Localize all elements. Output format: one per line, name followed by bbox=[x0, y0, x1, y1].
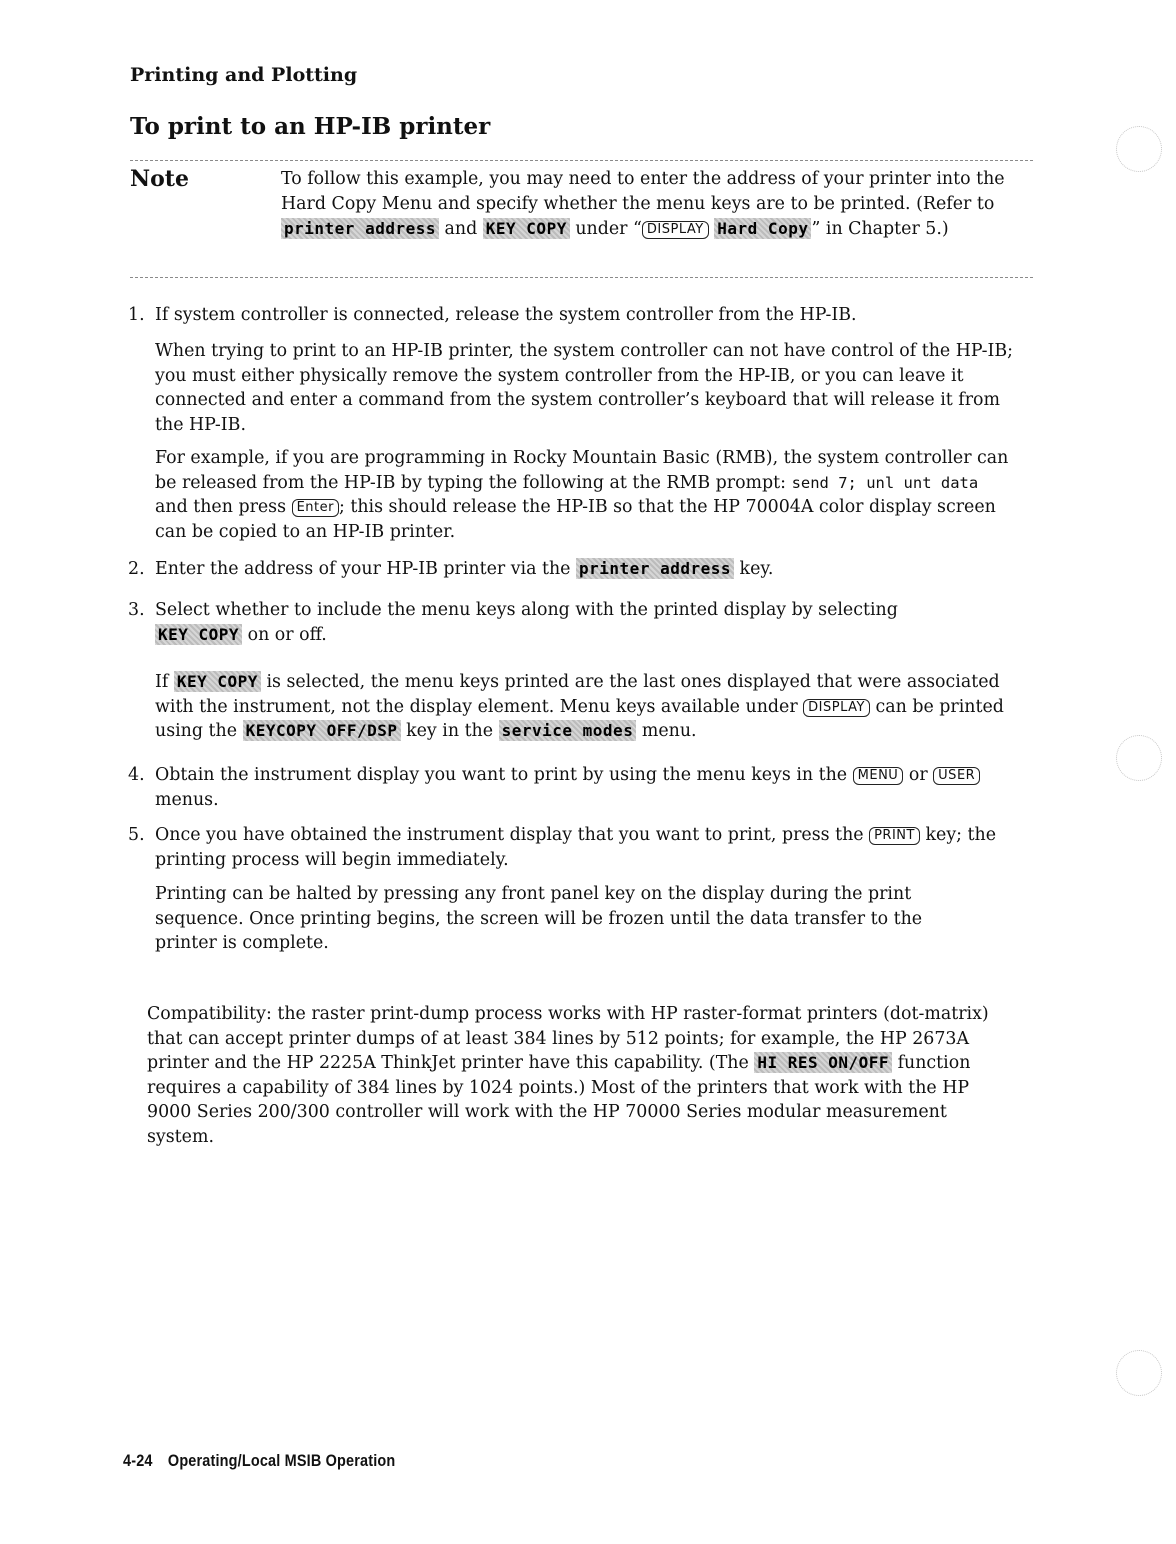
hi-res-on-off-softkey: HI RES ON/OFF bbox=[754, 1052, 892, 1073]
compatibility-paragraph bbox=[147, 1002, 1017, 1149]
footer-title: Operating/Local MSIB Operation bbox=[167, 1451, 396, 1470]
service-modes-softkey: service modes bbox=[499, 720, 637, 741]
user-hardkey: USER bbox=[933, 767, 980, 785]
step-number: 4. bbox=[128, 765, 145, 785]
step-2-text bbox=[155, 557, 1035, 582]
paragraph-text: and then press bbox=[155, 497, 287, 517]
printer-address-softkey: printer address bbox=[281, 218, 439, 239]
step-5-text bbox=[155, 823, 1035, 872]
enter-hardkey: Enter bbox=[292, 499, 339, 517]
note-label: Note bbox=[130, 166, 189, 192]
paragraph-text: key in the bbox=[406, 721, 494, 741]
paragraph-text: key; the printing process will begin immediately. bbox=[155, 825, 997, 870]
print-hardkey: PRINT bbox=[869, 827, 920, 845]
paragraph-text: If bbox=[155, 672, 169, 692]
binder-hole bbox=[1116, 735, 1162, 781]
key-copy-softkey: KEY COPY bbox=[483, 218, 570, 239]
page-footer bbox=[123, 1451, 395, 1471]
step-number: 5. bbox=[128, 825, 145, 845]
step-1-paragraph-1: When trying to print to an HP-IB printer, the system controller can not have control of the HP-IB; you must either physically remove the system controller from the HP-IB, or you can leave it connected and enter a command from the system controller’s keyboard that will release it from the HP-IB. bbox=[155, 341, 1014, 435]
step-3-text bbox=[155, 598, 975, 647]
binder-hole bbox=[1116, 1350, 1162, 1396]
note-text-2: and bbox=[444, 219, 478, 239]
paragraph-text: Enter the address of your HP-IB printer via the bbox=[155, 559, 571, 579]
step-1-text: If system controller is connected, release the system controller from the HP-IB. bbox=[155, 305, 857, 325]
key-copy-softkey: KEY COPY bbox=[155, 624, 242, 645]
page-title: To print to an HP-IB printer bbox=[130, 113, 491, 140]
step-3-paragraph bbox=[155, 670, 1035, 744]
step-number: 2. bbox=[128, 559, 145, 579]
binder-hole bbox=[1116, 126, 1162, 172]
step-1-paragraph-2 bbox=[155, 446, 1015, 544]
keycopy-off-dsp-softkey: KEYCOPY OFF/DSP bbox=[243, 720, 401, 741]
paragraph-text: can be printed using the bbox=[155, 696, 1004, 741]
step-number: 1. bbox=[128, 305, 145, 325]
step-number: 3. bbox=[128, 600, 145, 620]
printer-address-softkey: printer address bbox=[576, 558, 734, 579]
note-text-3: under “ bbox=[575, 219, 642, 239]
paragraph-text: menu. bbox=[641, 721, 697, 741]
step-5-paragraph: Printing can be halted by pressing any front panel key on the display during the print sequence. Once printing begins, the screen will be frozen until the data transfer to the printer is complete. bbox=[155, 884, 923, 953]
menu-hardkey: MENU bbox=[853, 767, 904, 785]
paragraph-text: function requires a capability of 384 lines by 1024 points.) Most of the printers that work with the HP 9000 Series 200/300 controller will work with the HP 70000 Series modular measurement system. bbox=[147, 1053, 971, 1147]
paragraph-text: For example, if you are programming in Rocky Mountain Basic (RMB), the system controller can be released from the HP-IB by typing the following at the RMB prompt: bbox=[155, 448, 1009, 493]
note-top-rule bbox=[130, 160, 1033, 161]
paragraph-text: Select whether to include the menu keys along with the printed display by selecting bbox=[155, 600, 898, 620]
paragraph-text: ; this should release the HP-IB so that the HP 70004A color display screen can be copied to an HP-IB printer. bbox=[155, 497, 996, 542]
note-body bbox=[281, 167, 1041, 242]
display-hardkey: DISPLAY bbox=[803, 699, 870, 717]
paragraph-text: Compatibility: the raster print-dump process works with HP raster-format printers (dot-matrix) that can accept printer dumps of at least 384 lines by 512 points; for example, the HP 2673A printer and the HP 2225A ThinkJet printer have this capability. (The bbox=[147, 1004, 989, 1073]
hard-copy-softkey: Hard Copy bbox=[714, 218, 811, 239]
note-text-4: ” in Chapter 5.) bbox=[811, 219, 949, 239]
note-bottom-rule bbox=[130, 277, 1033, 278]
paragraph-text: on or off. bbox=[247, 624, 327, 645]
key-copy-softkey: KEY COPY bbox=[174, 671, 261, 692]
paragraph-text: Once you have obtained the instrument display that you want to print, press the bbox=[155, 825, 864, 845]
step-4-text bbox=[155, 763, 1035, 812]
display-hardkey: DISPLAY bbox=[642, 221, 709, 239]
note-text-1: To follow this example, you may need to enter the address of your printer into the Hard Copy Menu and specify whether the menu keys are to be printed. (Refer to bbox=[281, 169, 1005, 214]
rmb-command-code: send 7; unl unt data bbox=[791, 473, 979, 492]
page-number: 4-24 bbox=[123, 1451, 153, 1470]
paragraph-text: menus. bbox=[155, 789, 219, 810]
paragraph-text: key. bbox=[739, 559, 774, 579]
paragraph-text: or bbox=[908, 765, 928, 785]
paragraph-text: is selected, the menu keys printed are the last ones displayed that were associated with the instrument, not the display element. Menu keys available under bbox=[155, 672, 1000, 717]
section-header: Printing and Plotting bbox=[130, 64, 358, 86]
paragraph-text: Obtain the instrument display you want to print by using the menu keys in the bbox=[155, 765, 848, 785]
